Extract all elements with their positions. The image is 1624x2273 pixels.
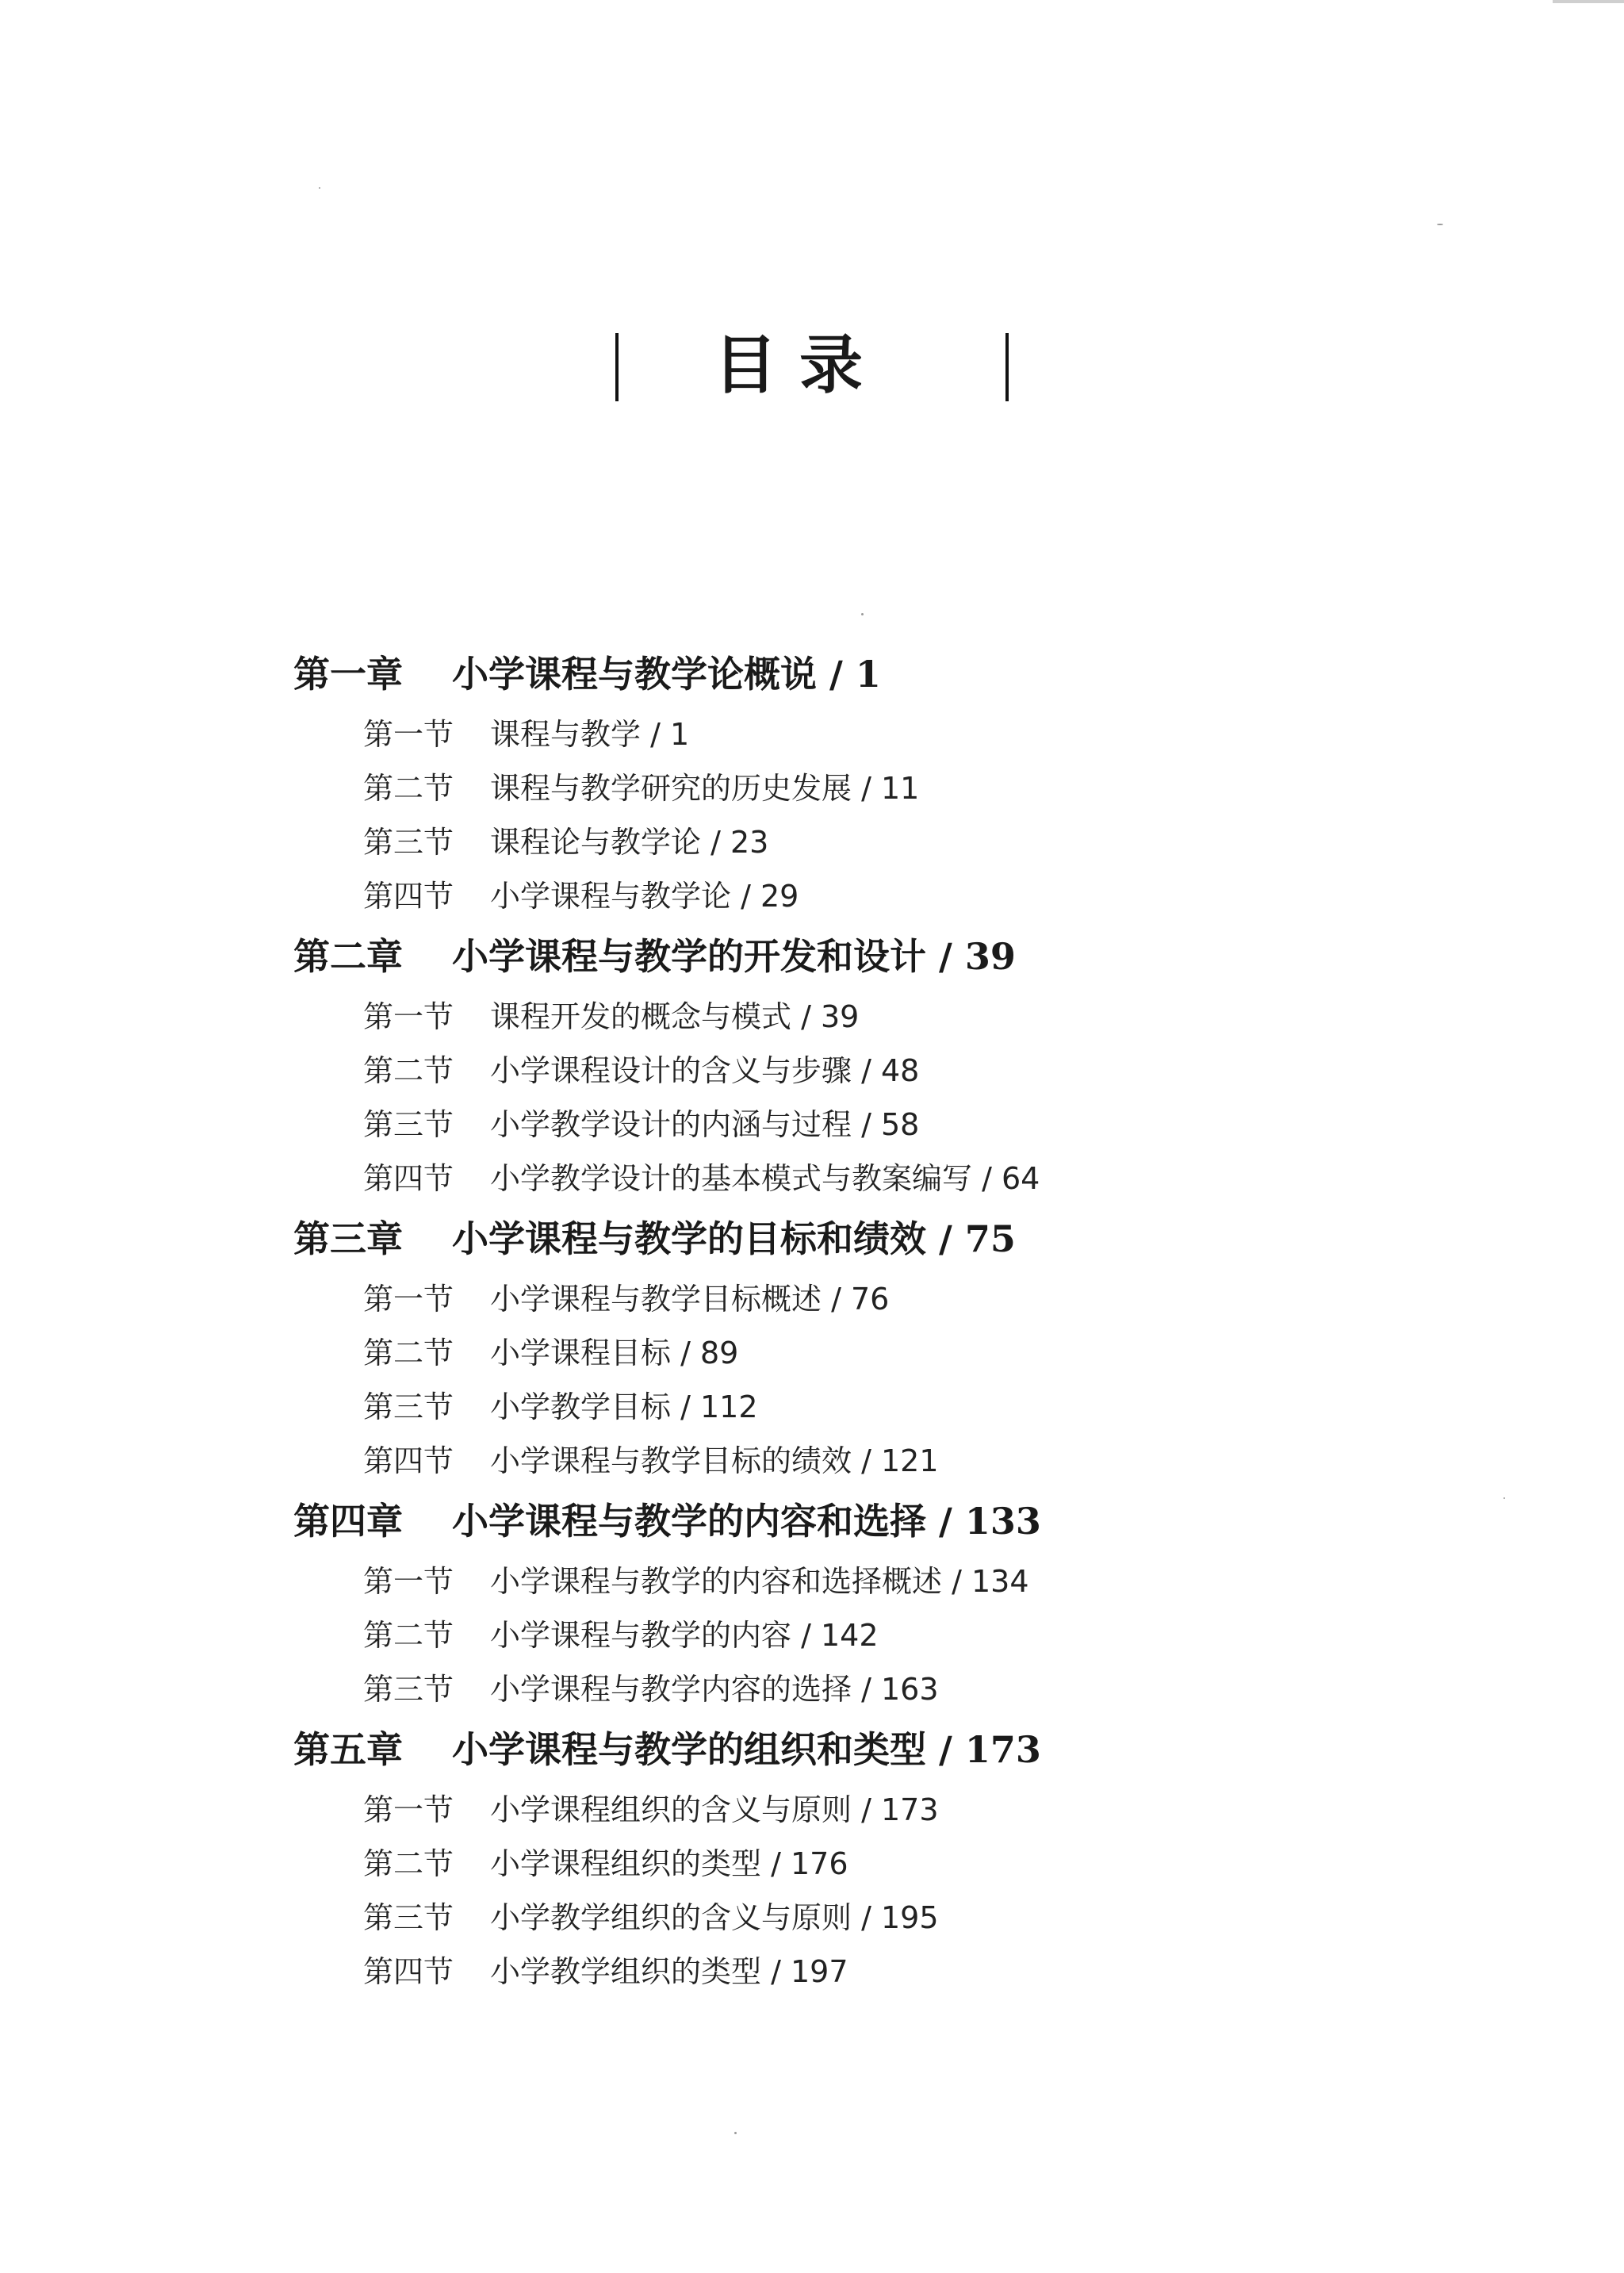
chapter-number: 第一章 (293, 653, 403, 696)
scan-speck (734, 2132, 737, 2134)
toc-section-entry (293, 707, 1483, 761)
section-title: 小学课程与教学目标的绩效 / 121 (490, 1443, 939, 1478)
chapter-heading (293, 641, 1483, 707)
toc-section-entry (293, 1098, 1483, 1152)
section-number: 第三节 (363, 1672, 454, 1707)
section-title: 课程与教学 / 1 (490, 717, 690, 752)
section-number: 第四节 (363, 1161, 454, 1196)
toc-section-entry (293, 1945, 1483, 1999)
section-number: 第一节 (363, 1282, 454, 1317)
section-title: 小学教学组织的类型 / 197 (490, 1954, 848, 1989)
section-number: 第三节 (363, 1107, 454, 1142)
toc-section-entry (293, 869, 1483, 923)
toc-section-entry (293, 761, 1483, 815)
chapter-heading (293, 923, 1483, 990)
section-number: 第三节 (363, 825, 454, 860)
section-title: 小学课程与教学内容的选择 / 163 (490, 1672, 939, 1707)
section-title: 小学课程组织的类型 / 176 (490, 1846, 848, 1881)
toc-section-entry (293, 1152, 1483, 1205)
section-title: 小学课程与教学论 / 29 (490, 879, 799, 914)
title-left-rule (615, 333, 619, 401)
chapter-title: 小学课程与教学论概说 / 1 (452, 653, 881, 696)
section-number: 第一节 (363, 717, 454, 752)
page-title-block (0, 325, 1624, 404)
toc-section-entry (293, 1554, 1483, 1608)
section-title: 小学教学目标 / 112 (490, 1389, 758, 1424)
toc-section-entry (293, 1662, 1483, 1716)
scan-speck (1437, 224, 1443, 225)
toc-section-entry (293, 1044, 1483, 1098)
chapter-title: 小学课程与教学的组织和类型 / 173 (452, 1728, 1041, 1771)
toc-chapter (293, 1488, 1483, 1716)
section-title: 小学课程组织的含义与原则 / 173 (490, 1792, 939, 1827)
section-number: 第三节 (363, 1389, 454, 1424)
section-number: 第一节 (363, 999, 454, 1034)
section-number: 第三节 (363, 1900, 454, 1935)
section-number: 第二节 (363, 771, 454, 806)
chapter-title: 小学课程与教学的目标和绩效 / 75 (452, 1217, 1016, 1260)
chapter-number: 第五章 (293, 1728, 403, 1771)
section-title: 课程与教学研究的历史发展 / 11 (490, 771, 920, 806)
section-title: 小学教学设计的内涵与过程 / 58 (490, 1107, 920, 1142)
toc-section-entry (293, 1434, 1483, 1488)
section-title: 小学教学组织的含义与原则 / 195 (490, 1900, 939, 1935)
toc-chapter (293, 923, 1483, 1205)
toc-section-entry (293, 1272, 1483, 1326)
toc-section-entry (293, 1891, 1483, 1945)
section-number: 第一节 (363, 1792, 454, 1827)
chapter-title: 小学课程与教学的开发和设计 / 39 (452, 935, 1016, 978)
chapter-heading (293, 1488, 1483, 1554)
section-title: 小学课程目标 / 89 (490, 1336, 739, 1370)
chapter-number: 第四章 (293, 1500, 403, 1543)
page-title: 目录 (714, 328, 885, 402)
chapter-title: 小学课程与教学的内容和选择 / 133 (452, 1500, 1041, 1543)
chapter-heading (293, 1205, 1483, 1272)
section-title: 课程论与教学论 / 23 (490, 825, 769, 860)
section-title: 小学课程设计的含义与步骤 / 48 (490, 1053, 920, 1088)
toc-section-entry (293, 1837, 1483, 1891)
toc-chapter (293, 641, 1483, 923)
toc-chapter (293, 1716, 1483, 1999)
toc-section-entry (293, 1783, 1483, 1837)
section-title: 课程开发的概念与模式 / 39 (490, 999, 860, 1034)
section-title: 小学课程与教学目标概述 / 76 (490, 1282, 890, 1317)
section-number: 第二节 (363, 1618, 454, 1653)
section-title: 小学教学设计的基本模式与教案编写 / 64 (490, 1161, 1040, 1196)
toc-section-entry (293, 1326, 1483, 1380)
toc-section-entry (293, 815, 1483, 869)
toc-section-entry (293, 1380, 1483, 1434)
scan-speck (1503, 1497, 1505, 1499)
section-number: 第二节 (363, 1053, 454, 1088)
toc-section-entry (293, 1608, 1483, 1662)
chapter-number: 第二章 (293, 935, 403, 978)
scan-speck (861, 613, 864, 615)
section-title: 小学课程与教学的内容 / 142 (490, 1618, 879, 1653)
chapter-number: 第三章 (293, 1217, 403, 1260)
section-number: 第四节 (363, 1443, 454, 1478)
toc-section-entry (293, 990, 1483, 1044)
table-of-contents (293, 641, 1483, 1999)
scan-speck (319, 187, 320, 189)
title-right-rule (1005, 333, 1009, 401)
section-number: 第四节 (363, 1954, 454, 1989)
scan-edge-mark (1553, 0, 1624, 3)
section-title: 小学课程与教学的内容和选择概述 / 134 (490, 1564, 1029, 1599)
chapter-heading (293, 1716, 1483, 1783)
section-number: 第四节 (363, 879, 454, 914)
section-number: 第一节 (363, 1564, 454, 1599)
toc-chapter (293, 1205, 1483, 1488)
section-number: 第二节 (363, 1336, 454, 1370)
section-number: 第二节 (363, 1846, 454, 1881)
